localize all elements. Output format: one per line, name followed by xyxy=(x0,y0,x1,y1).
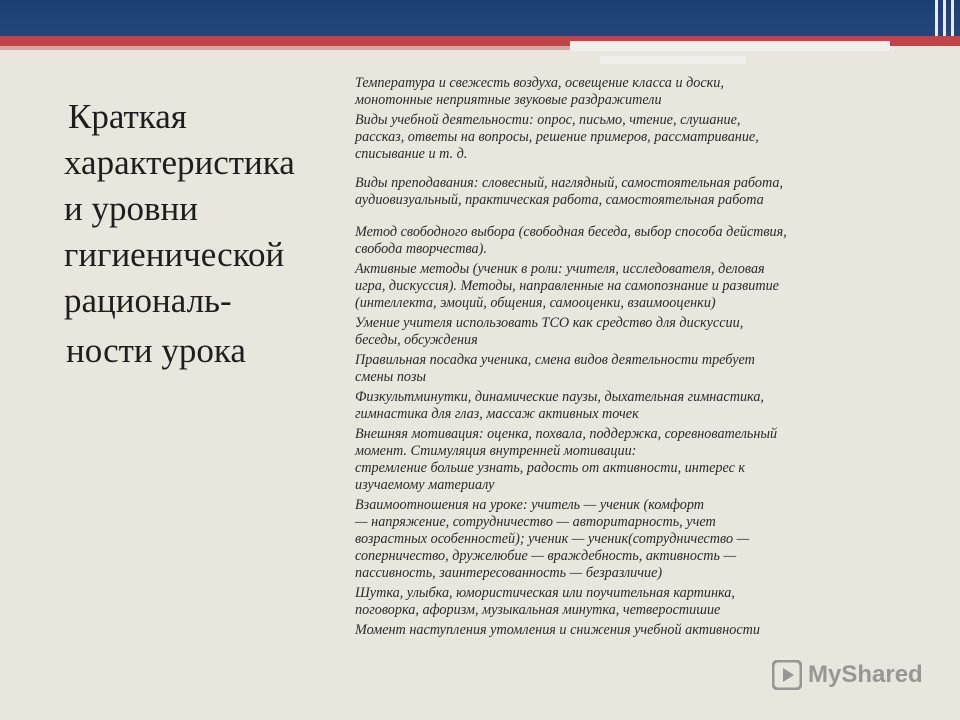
title-line: рациональ- xyxy=(64,281,232,320)
list-item: Умение учителя использовать ТСО как средство для дискуссии, беседы, обсуждения xyxy=(355,315,744,348)
list-item: Шутка, улыбка, юмористическая или поучительная картинка, поговорка, афоризм, музыкальная минутка, четверостишие xyxy=(355,585,735,618)
header-stripe xyxy=(951,0,954,40)
watermark-text: MyShared xyxy=(808,661,923,688)
watermark xyxy=(772,658,923,692)
list-item: Внешняя мотивация: оценка, похвала, поддержка, соревновательный момент. Стимуляция внутренней мотивации: стремление больше узнать, радость от активности, интерес к изучаемому материалу xyxy=(355,426,778,493)
list-item: Правильная посадка ученика, смена видов деятельности требует смены позы xyxy=(355,352,755,385)
title-line: и уровни xyxy=(64,189,198,228)
decor-stripe xyxy=(570,41,890,51)
characteristics-list xyxy=(355,75,950,642)
play-icon xyxy=(772,660,802,690)
title-line: гигиенической xyxy=(64,235,285,274)
decor-stripe xyxy=(600,56,746,64)
list-item: Взаимоотношения на уроке: учитель — ученик (комфорт — напряжение, сотрудничество — авторитарность, учет возрастных особенностей); ученик — ученик(сотрудничество — соперничество, дружелюбие — враждебность, активность — пассивность, заинтересованность — безразличие) xyxy=(355,497,750,581)
header-stripe xyxy=(943,0,946,40)
accent-bar-thin xyxy=(0,46,600,50)
list-item: Виды учебной деятельности: опрос, письмо, чтение, слушание, рассказ, ответы на вопросы, решение примеров, рассматривание, списывание и т. д. xyxy=(355,112,759,162)
title-line: характеристика xyxy=(64,143,295,182)
title-line: ности урока xyxy=(66,331,246,370)
list-item: Активные методы (ученик в роли: учителя, исследователя, деловая игра, дискуссия). Методы, направленные на самопознание и развитие (интеллекта, эмоций, общения, самооценки, взаимооценки) xyxy=(355,261,779,311)
list-item: Момент наступления утомления и снижения учебной активности xyxy=(355,622,760,638)
list-item: Температура и свежесть воздуха, освещение класса и доски, монотонные неприятные звуковые раздражители xyxy=(355,75,724,108)
list-item: Метод свободного выбора (свободная беседа, выбор способа действия, свобода творчества). xyxy=(355,224,787,257)
list-item: Физкультминутки, динамические паузы, дыхательная гимнастика, гимнастика для глаз, массаж активных точек xyxy=(355,389,764,422)
header-bar xyxy=(0,0,960,36)
header-stripe xyxy=(935,0,938,40)
title-line: Краткая xyxy=(68,97,187,136)
slide-title xyxy=(64,94,354,374)
list-item: Виды преподавания: словесный, наглядный, самостоятельная работа, аудиовизуальный, практическая работа, самостоятельная работа xyxy=(355,175,784,208)
